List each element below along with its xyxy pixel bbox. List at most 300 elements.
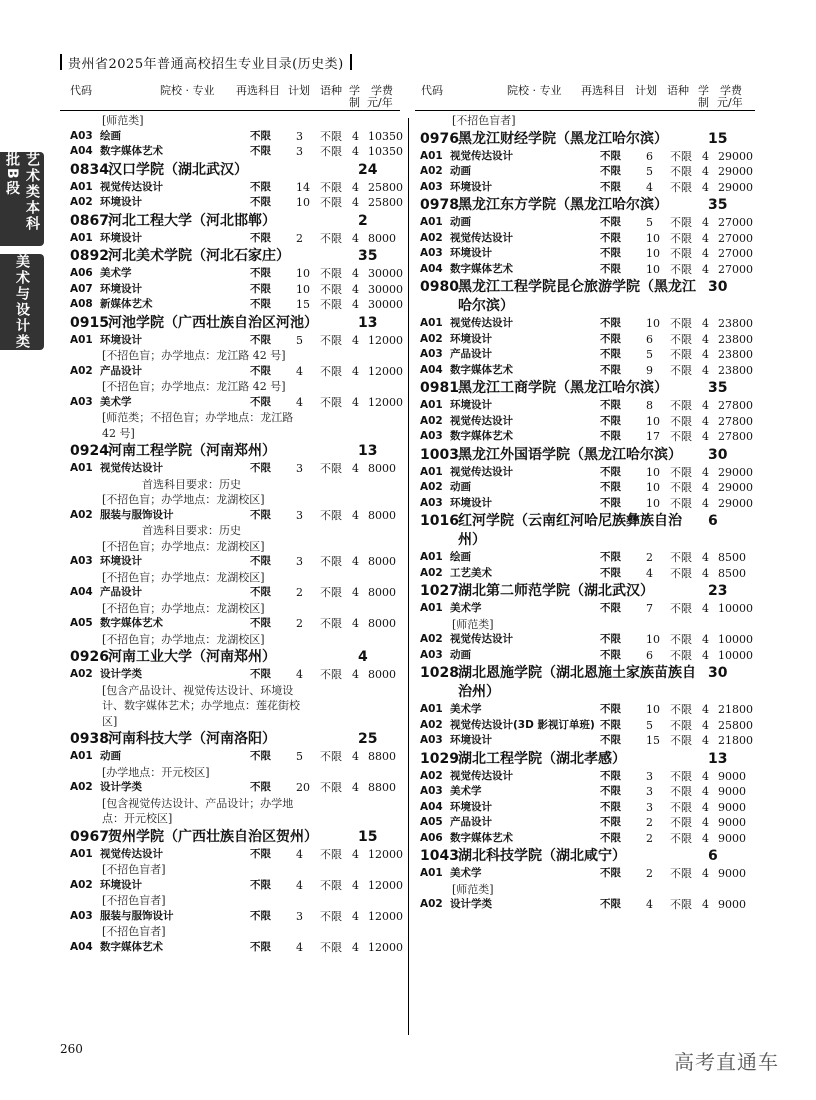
subject-req: 不限 xyxy=(600,816,621,828)
duration: 4 xyxy=(352,333,359,347)
duration: 4 xyxy=(702,399,709,412)
major-row xyxy=(420,800,760,816)
major-code: A02 xyxy=(70,508,93,521)
tuition: 9000 xyxy=(718,831,746,845)
major-row xyxy=(70,364,410,380)
col-code: 代码 xyxy=(70,84,92,97)
major-code: A01 xyxy=(70,231,93,244)
tuition: 8000 xyxy=(368,617,396,630)
major-code: A01 xyxy=(420,399,443,411)
plan-count: 2 xyxy=(296,231,303,245)
plan-count: 5 xyxy=(646,718,653,732)
school-code: 1029 xyxy=(420,750,459,767)
school-total: 35 xyxy=(358,248,378,264)
subject-req: 不限 xyxy=(600,800,621,813)
school-code: 0976 xyxy=(420,130,459,147)
tuition: 27000 xyxy=(718,262,753,276)
major-note: [不招色盲；办学地点：龙湖校区] xyxy=(102,539,265,553)
duration: 4 xyxy=(702,348,709,361)
major-code: A03 xyxy=(70,555,93,567)
major-code: A04 xyxy=(420,363,443,376)
major-name: 工艺美术 xyxy=(450,566,492,579)
major-row xyxy=(70,909,410,925)
plan-count: 3 xyxy=(646,785,653,798)
major-code: A02 xyxy=(70,668,93,680)
school-total: 4 xyxy=(358,649,368,665)
language: 不限 xyxy=(670,363,692,377)
duration: 4 xyxy=(702,703,709,716)
major-row xyxy=(420,632,760,648)
subject-req: 不限 xyxy=(250,395,271,408)
plan-count: 6 xyxy=(646,149,653,163)
language: 不限 xyxy=(670,165,692,178)
col-xz1: 学 xyxy=(349,84,360,97)
major-row xyxy=(420,180,760,196)
subject-req: 不限 xyxy=(600,648,621,661)
major-note: 首选科目要求：历史 xyxy=(142,477,241,491)
major-name: 环境设计 xyxy=(450,332,492,345)
plan-count: 3 xyxy=(296,145,303,158)
major-code: A02 xyxy=(420,481,443,493)
major-code: A04 xyxy=(420,800,443,813)
header-rule-left xyxy=(60,110,400,111)
duration: 4 xyxy=(702,602,709,615)
language: 不限 xyxy=(320,364,342,378)
language: 不限 xyxy=(320,267,342,280)
major-code: A02 xyxy=(420,633,443,645)
major-name: 产品设计 xyxy=(450,348,492,360)
major-name: 设计学类 xyxy=(100,781,142,793)
major-row xyxy=(70,180,410,196)
major-note: [不招色盲者] xyxy=(102,925,166,938)
major-name: 环境设计 xyxy=(450,800,492,813)
school-code: 0938 xyxy=(70,731,109,747)
major-row xyxy=(70,231,410,247)
major-row xyxy=(70,266,410,282)
major-code: A03 xyxy=(70,129,93,142)
duration: 4 xyxy=(352,395,359,409)
major-row xyxy=(420,429,760,445)
subject-req: 不限 xyxy=(600,348,621,360)
plan-count: 3 xyxy=(296,462,303,475)
school-name: 湖北科技学院（湖北咸宁） xyxy=(458,848,626,864)
major-row xyxy=(420,897,760,913)
major-row xyxy=(420,702,760,718)
language: 不限 xyxy=(670,648,692,662)
major-name: 美术学 xyxy=(100,395,132,408)
major-row xyxy=(70,847,410,863)
subject-req: 不限 xyxy=(600,867,621,879)
col-subject: 再选科目 xyxy=(581,84,625,97)
major-name: 环境设计 xyxy=(100,333,142,346)
subject-req: 不限 xyxy=(250,847,271,860)
school-total: 35 xyxy=(708,197,728,213)
school-name: 汉口学院（湖北武汉） xyxy=(108,161,248,178)
major-name: 美术学 xyxy=(450,867,482,879)
major-name: 绘画 xyxy=(100,129,121,142)
tuition: 12000 xyxy=(368,909,403,923)
subject-req: 不限 xyxy=(600,414,621,427)
tuition: 29000 xyxy=(718,149,753,163)
major-name: 绘画 xyxy=(450,551,471,563)
language: 不限 xyxy=(320,333,342,347)
plan-count: 2 xyxy=(646,867,653,880)
language: 不限 xyxy=(320,878,342,892)
subject-req: 不限 xyxy=(250,781,271,793)
subject-req: 不限 xyxy=(600,831,621,844)
school-code: 1028 xyxy=(420,665,459,681)
plan-count: 10 xyxy=(646,317,660,330)
major-row xyxy=(70,144,410,160)
major-code: A01 xyxy=(70,750,93,762)
duration: 4 xyxy=(702,247,709,260)
tuition: 8000 xyxy=(368,555,396,568)
major-code: A03 xyxy=(70,395,93,408)
plan-count: 5 xyxy=(646,165,653,178)
school-total: 23 xyxy=(708,583,728,599)
school-row xyxy=(70,828,410,847)
duration: 4 xyxy=(352,364,359,378)
duration: 4 xyxy=(702,898,709,911)
subject-req: 不限 xyxy=(600,231,621,244)
tuition: 10000 xyxy=(718,648,753,662)
tuition: 8800 xyxy=(368,750,396,763)
col-fee2: 元/年 xyxy=(717,96,743,109)
plan-count: 3 xyxy=(646,800,653,814)
major-name: 数字媒体艺术 xyxy=(450,262,513,275)
school-total: 13 xyxy=(358,314,378,331)
major-note: [不招色盲者] xyxy=(102,863,166,876)
tuition: 12000 xyxy=(368,878,403,892)
language: 不限 xyxy=(320,462,342,475)
major-row xyxy=(420,566,760,582)
major-code: A04 xyxy=(420,262,443,275)
major-note: [包含视觉传达设计、产品设计；办学地点：开元校区] xyxy=(102,796,294,825)
subject-req: 不限 xyxy=(250,909,271,922)
major-name: 环境设计 xyxy=(100,878,142,891)
major-row xyxy=(420,414,760,430)
subject-req: 不限 xyxy=(600,602,621,614)
major-row xyxy=(70,780,410,796)
subject-req: 不限 xyxy=(600,898,621,910)
major-code: A02 xyxy=(420,165,443,177)
school-name: 湖北工程学院（湖北孝感） xyxy=(458,750,626,767)
language: 不限 xyxy=(670,399,692,412)
tuition: 29000 xyxy=(718,481,753,494)
subject-req: 不限 xyxy=(250,180,271,193)
plan-count: 14 xyxy=(296,180,310,194)
major-code: A02 xyxy=(420,332,443,345)
major-name: 环境设计 xyxy=(100,196,142,208)
major-name: 视觉传达设计 xyxy=(450,465,513,478)
subject-req: 不限 xyxy=(250,231,271,244)
duration: 4 xyxy=(702,551,709,564)
plan-count: 10 xyxy=(646,703,660,716)
language: 不限 xyxy=(670,348,692,361)
school-code: 0867 xyxy=(70,212,109,229)
tuition: 9000 xyxy=(718,898,746,911)
major-note: [办学地点：开元校区] xyxy=(102,765,210,779)
watermark: 高考直通车 xyxy=(674,1050,779,1074)
major-code: A02 xyxy=(420,231,443,244)
major-code: A01 xyxy=(420,602,443,614)
duration: 4 xyxy=(702,414,709,428)
major-code: A02 xyxy=(70,364,93,377)
school-code: 1003 xyxy=(420,446,459,463)
school-total: 30 xyxy=(708,279,728,295)
major-code: A02 xyxy=(420,769,443,782)
col-xz2: 制 xyxy=(698,96,709,109)
major-code: A04 xyxy=(70,145,93,157)
major-row xyxy=(420,480,760,496)
plan-count: 10 xyxy=(296,282,310,296)
plan-count: 10 xyxy=(646,414,660,428)
major-name: 产品设计 xyxy=(100,586,142,598)
duration: 4 xyxy=(702,363,709,377)
tuition: 8000 xyxy=(368,462,396,475)
duration: 4 xyxy=(702,332,709,346)
duration: 4 xyxy=(702,149,709,163)
tuition: 8000 xyxy=(368,508,396,522)
major-row xyxy=(420,398,760,414)
col-xz1: 学 xyxy=(698,84,709,97)
duration: 4 xyxy=(352,180,359,194)
plan-count: 4 xyxy=(296,847,303,861)
plan-count: 10 xyxy=(646,247,660,260)
plan-count: 5 xyxy=(296,750,303,763)
duration: 4 xyxy=(352,231,359,245)
major-name: 产品设计 xyxy=(450,816,492,828)
subject-req: 不限 xyxy=(600,718,621,731)
tuition: 12000 xyxy=(368,333,403,347)
major-name: 环境设计 xyxy=(450,180,492,193)
major-code: A01 xyxy=(70,180,93,193)
col-lang: 语种 xyxy=(320,84,342,97)
major-name: 视觉传达设计 xyxy=(450,633,513,645)
school-name: 河池学院（广西壮族自治区河池） xyxy=(108,314,318,331)
major-row xyxy=(420,815,760,831)
subject-req: 不限 xyxy=(250,129,271,142)
major-code: A01 xyxy=(420,216,443,228)
language: 不限 xyxy=(670,898,692,911)
plan-count: 4 xyxy=(296,940,303,954)
col-subject: 再选科目 xyxy=(236,84,280,97)
school-row xyxy=(420,379,760,398)
school-row xyxy=(420,196,760,215)
subject-req: 不限 xyxy=(600,551,621,563)
left-column xyxy=(70,113,410,955)
tuition: 12000 xyxy=(368,847,403,861)
subject-req: 不限 xyxy=(600,785,621,797)
subject-req: 不限 xyxy=(600,247,621,259)
language: 不限 xyxy=(670,247,692,260)
school-row xyxy=(70,730,410,749)
major-name: 视觉传达设计 xyxy=(450,149,513,162)
school-code: 0924 xyxy=(70,443,109,459)
language: 不限 xyxy=(320,180,342,194)
subject-req: 不限 xyxy=(250,298,271,310)
major-name: 环境设计 xyxy=(100,282,142,295)
language: 不限 xyxy=(670,602,692,615)
school-code: 0834 xyxy=(70,161,109,178)
page-header-title: 贵州省2025年普通高校招生专业目录(历史类) xyxy=(68,56,344,72)
school-row xyxy=(70,247,410,266)
language: 不限 xyxy=(320,508,342,522)
subject-req: 不限 xyxy=(600,769,621,782)
school-row xyxy=(420,446,760,465)
major-name: 视觉传达设计 xyxy=(100,180,163,193)
major-name: 视觉传达设计 xyxy=(450,414,513,427)
tuition: 30000 xyxy=(368,298,403,311)
major-row xyxy=(70,940,410,956)
tuition: 8500 xyxy=(718,551,746,564)
major-row xyxy=(420,831,760,847)
tuition: 8000 xyxy=(368,668,396,681)
school-total: 24 xyxy=(358,161,378,178)
major-row xyxy=(420,733,760,749)
major-name: 数字媒体艺术 xyxy=(100,617,163,629)
major-note: 首选科目要求：历史 xyxy=(142,524,241,537)
tuition: 9000 xyxy=(718,867,746,880)
language: 不限 xyxy=(670,566,692,580)
plan-count: 4 xyxy=(296,364,303,378)
major-name: 动画 xyxy=(100,750,121,762)
school-row xyxy=(420,582,760,601)
col-plan: 计划 xyxy=(635,84,657,97)
major-code: A03 xyxy=(70,909,93,922)
major-row xyxy=(70,333,410,349)
major-name: 服装与服饰设计 xyxy=(100,508,174,521)
subject-req: 不限 xyxy=(250,196,271,208)
plan-count: 10 xyxy=(646,262,660,276)
major-note: [不招色盲；办学地点：龙湖校区] xyxy=(102,493,265,506)
tuition: 29000 xyxy=(718,180,753,194)
major-name: 视觉传达设计 xyxy=(450,769,513,782)
language: 不限 xyxy=(320,555,342,568)
major-name: 设计学类 xyxy=(100,668,142,680)
school-name: 红河学院（云南红河哈尼族彝族自治州） xyxy=(458,513,682,548)
major-name: 动画 xyxy=(450,481,471,493)
plan-count: 15 xyxy=(646,734,660,747)
duration: 4 xyxy=(702,216,709,229)
major-note: [不招色盲；办学地点：龙湖校区] xyxy=(102,632,265,646)
subject-req: 不限 xyxy=(600,633,621,645)
major-row xyxy=(70,878,410,894)
school-name: 贺州学院（广西壮族自治区贺州） xyxy=(108,828,318,845)
school-code: 0926 xyxy=(70,649,109,665)
plan-count: 20 xyxy=(296,781,310,794)
subject-req: 不限 xyxy=(250,586,271,598)
major-name: 数字媒体艺术 xyxy=(100,145,163,157)
school-total: 15 xyxy=(358,828,378,845)
language: 不限 xyxy=(670,216,692,229)
duration: 4 xyxy=(702,165,709,178)
major-row xyxy=(70,749,410,765)
subject-req: 不限 xyxy=(600,734,621,746)
major-name: 环境设计 xyxy=(450,496,492,509)
major-code: A01 xyxy=(420,551,443,563)
duration: 4 xyxy=(352,668,359,681)
subject-req: 不限 xyxy=(600,566,621,579)
major-note: [不招色盲；办学地点：龙湖校区] xyxy=(102,601,265,615)
language: 不限 xyxy=(320,847,342,861)
major-name: 视觉传达设计 xyxy=(450,317,513,329)
subject-req: 不限 xyxy=(600,216,621,228)
school-row xyxy=(420,130,760,149)
major-note: [师范类] xyxy=(452,617,494,631)
major-code: A03 xyxy=(420,247,443,259)
duration: 4 xyxy=(352,129,359,143)
plan-count: 4 xyxy=(296,395,303,409)
major-name: 设计学类 xyxy=(450,898,492,910)
major-code: A08 xyxy=(70,298,93,310)
school-total: 13 xyxy=(708,750,728,767)
major-row xyxy=(70,616,410,632)
school-total: 35 xyxy=(708,380,728,396)
duration: 4 xyxy=(702,633,709,646)
school-total: 30 xyxy=(708,665,728,681)
school-total: 13 xyxy=(358,443,378,459)
language: 不限 xyxy=(320,750,342,763)
tuition: 29000 xyxy=(718,165,753,178)
language: 不限 xyxy=(320,196,342,209)
plan-count: 3 xyxy=(296,909,303,923)
major-row xyxy=(70,195,410,211)
school-code: 0980 xyxy=(420,279,459,295)
school-name: 黑龙江东方学院（黑龙江哈尔滨） xyxy=(458,197,668,213)
col-fee2: 元/年 xyxy=(367,96,393,109)
subject-req: 不限 xyxy=(600,399,621,411)
header-rule-right xyxy=(415,110,755,111)
duration: 4 xyxy=(702,800,709,814)
major-row xyxy=(420,550,760,566)
language: 不限 xyxy=(670,180,692,194)
tuition: 30000 xyxy=(368,267,403,280)
language: 不限 xyxy=(670,430,692,443)
tuition: 27000 xyxy=(718,247,753,260)
tuition: 27800 xyxy=(718,414,753,428)
language: 不限 xyxy=(320,781,342,794)
school-row xyxy=(420,278,760,316)
major-note: [包含产品设计、视觉传达设计、环境设计、数字媒体艺术；办学地点：莲花街校区] xyxy=(102,683,300,728)
major-code: A03 xyxy=(420,348,443,360)
school-name: 河南工程学院（河南郑州） xyxy=(108,443,276,459)
language: 不限 xyxy=(670,769,692,783)
school-row xyxy=(70,212,410,231)
tuition: 9000 xyxy=(718,816,746,829)
duration: 4 xyxy=(702,430,709,443)
major-code: A03 xyxy=(420,180,443,193)
major-code: A01 xyxy=(420,703,443,715)
language: 不限 xyxy=(670,718,692,732)
duration: 4 xyxy=(702,481,709,494)
major-note: [不招色盲；办学地点：龙江路 42 号] xyxy=(102,380,286,393)
school-total: 25 xyxy=(358,731,378,747)
duration: 4 xyxy=(352,909,359,923)
major-row xyxy=(420,866,760,882)
tuition: 25800 xyxy=(718,718,753,732)
tuition: 12000 xyxy=(368,395,403,409)
tuition: 25800 xyxy=(368,180,403,194)
language: 不限 xyxy=(320,909,342,923)
major-code: A03 xyxy=(420,430,443,442)
plan-count: 9 xyxy=(646,363,653,377)
duration: 4 xyxy=(702,867,709,880)
language: 不限 xyxy=(320,298,342,311)
duration: 4 xyxy=(352,267,359,280)
language: 不限 xyxy=(320,617,342,630)
plan-count: 10 xyxy=(296,267,310,280)
